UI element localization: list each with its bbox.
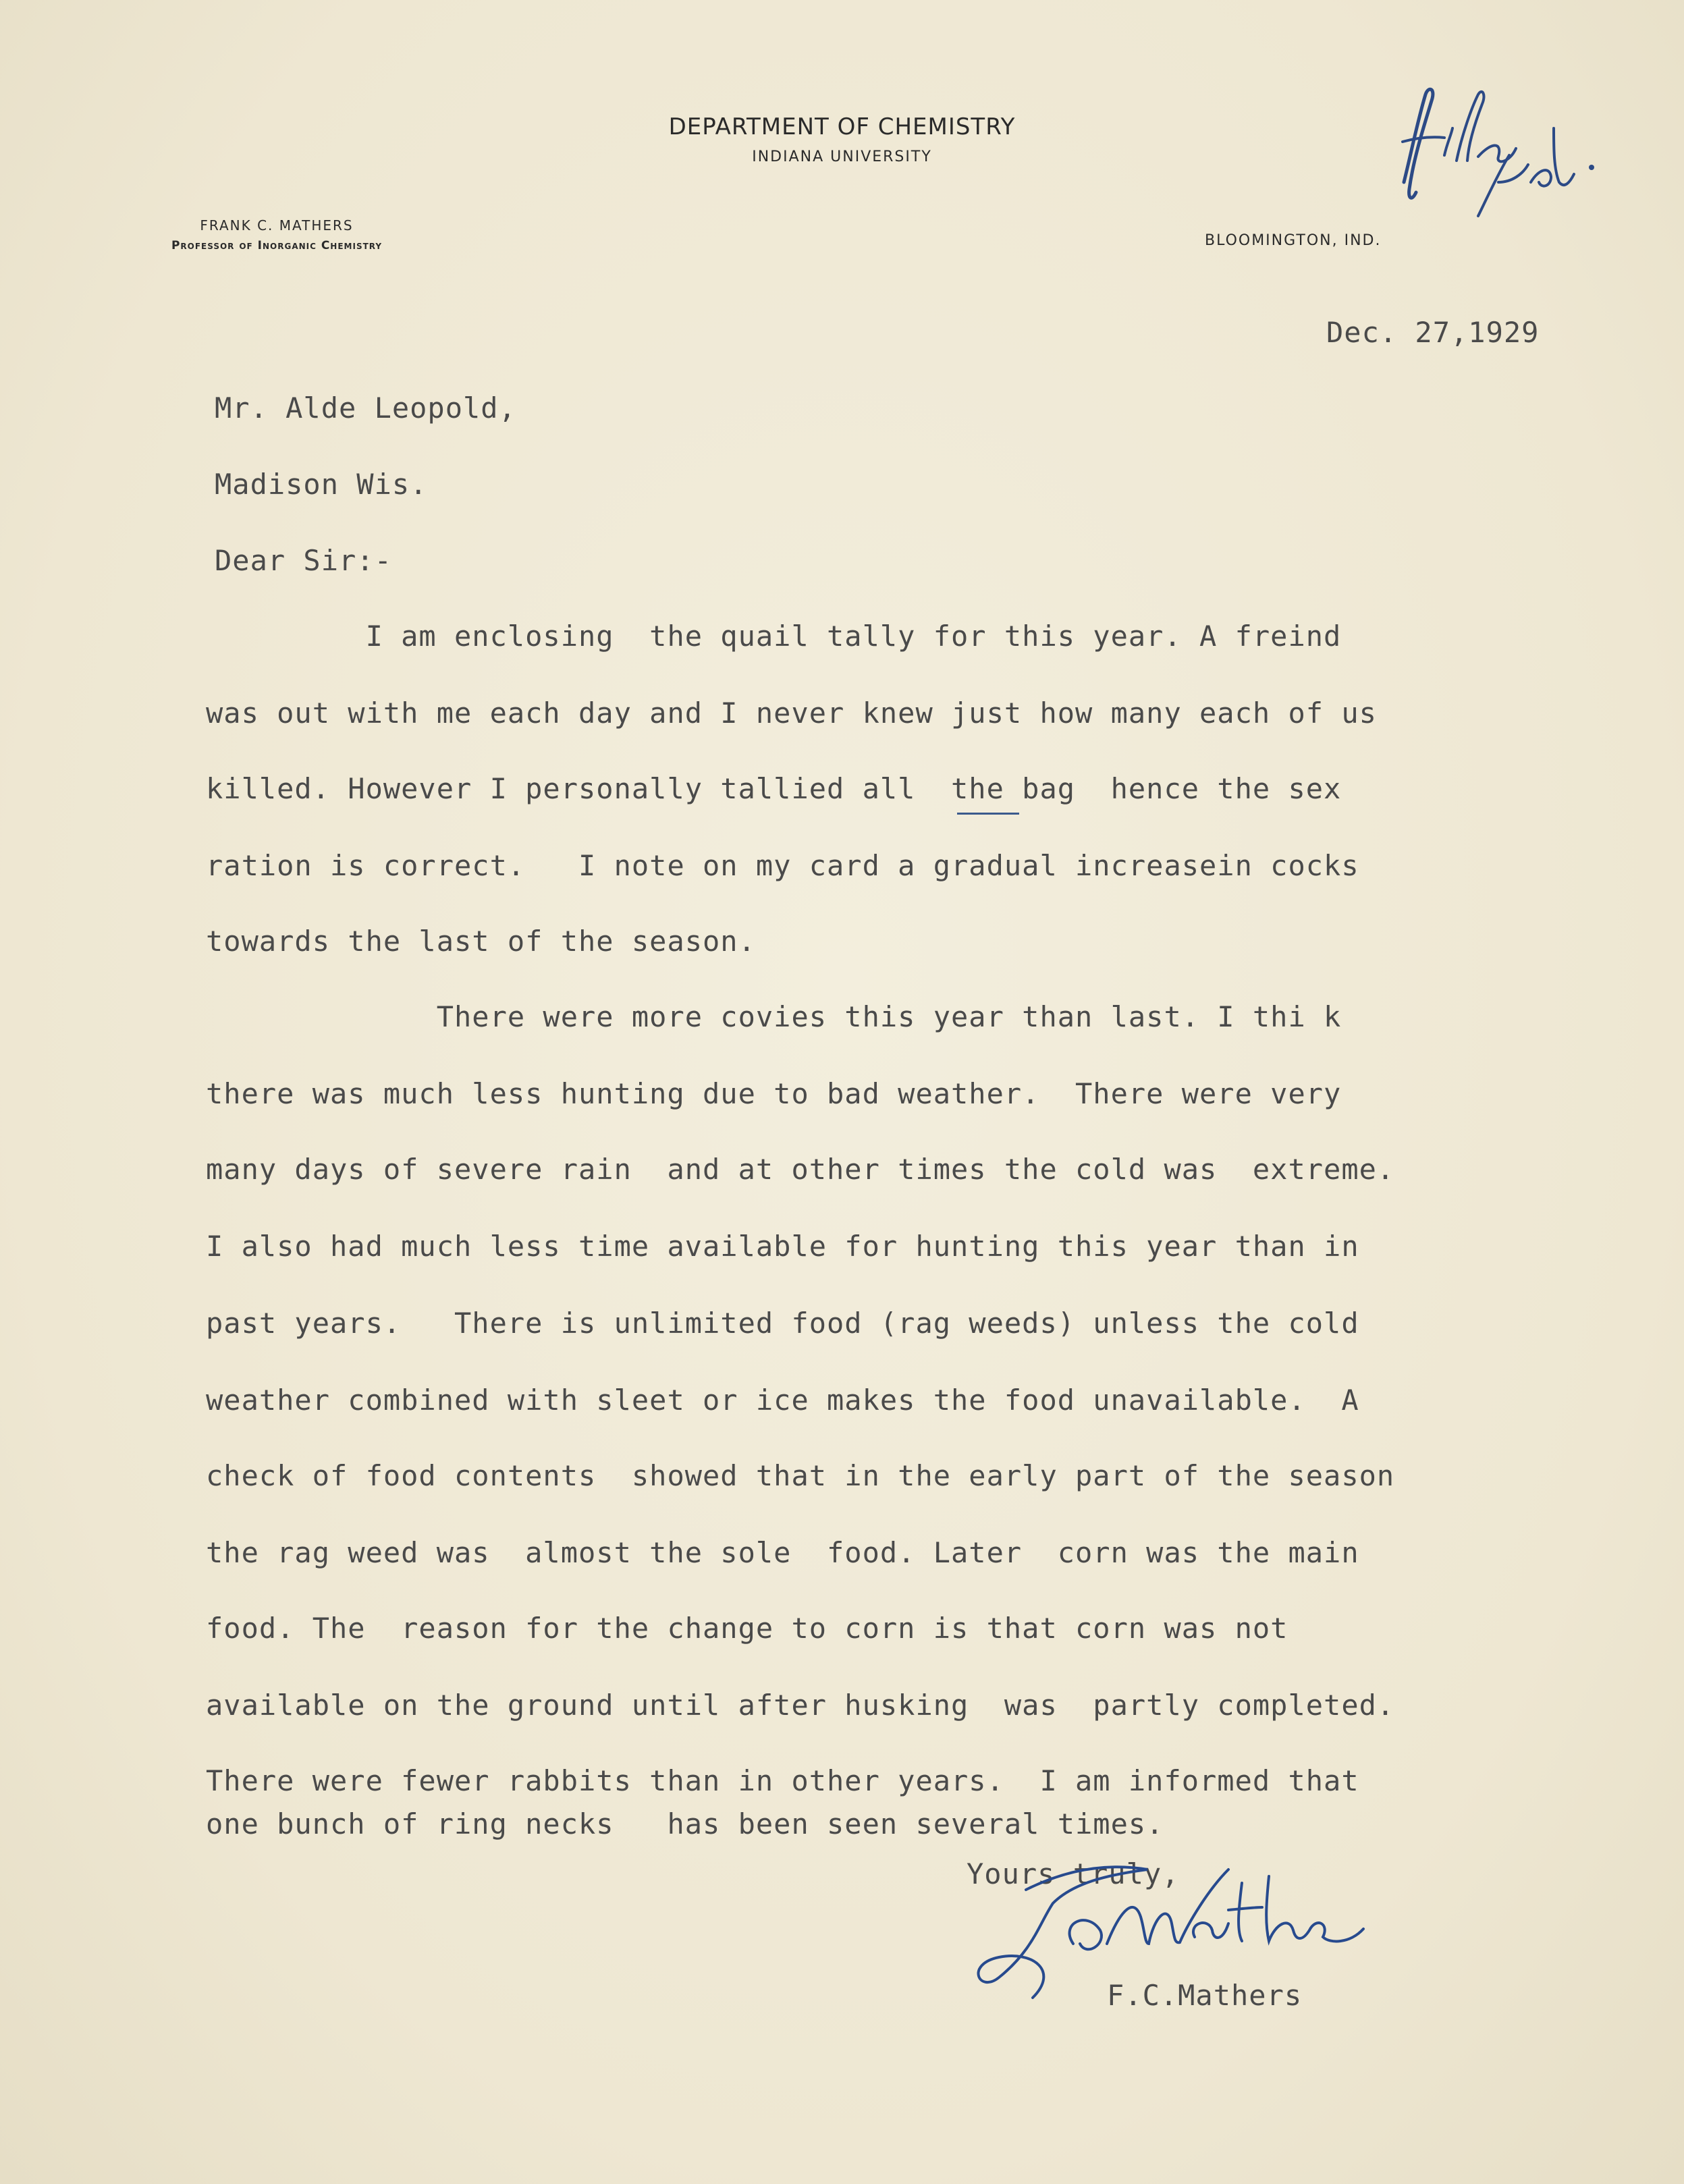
body-line: food. The reason for the change to corn is that corn was not xyxy=(206,1612,1288,1645)
handwritten-underline xyxy=(957,813,1019,815)
body-line: There were more covies this year than last. I thi k xyxy=(206,1000,1342,1033)
recipient-location: Madison Wis. xyxy=(215,468,428,501)
body-line: one bunch of ring necks has been seen several times. xyxy=(206,1807,1164,1840)
closing: Yours truly, xyxy=(967,1857,1180,1890)
body-line: was out with me each day and I never knew just how many each of us xyxy=(206,697,1377,730)
letterhead-department: DEPARTMENT OF CHEMISTRY xyxy=(668,113,1016,140)
letterhead-author xyxy=(101,217,452,252)
body-line: towards the last of the season. xyxy=(206,925,756,958)
body-line: past years. There is unlimited food (rag weeds) unless the cold xyxy=(206,1307,1359,1340)
body-line: many days of severe rain and at other times the cold was extreme. xyxy=(206,1153,1395,1186)
author-title: Professor of Inorganic Chemistry xyxy=(171,239,383,252)
author-name: FRANK C. MATHERS xyxy=(200,217,354,234)
body-line: ration is correct. I note on my card a gradual increasein cocks xyxy=(206,849,1359,882)
body-line: I am enclosing the quail tally for this year. A freind xyxy=(206,620,1342,653)
body-line: there was much less hunting due to bad weather. There were very xyxy=(206,1077,1342,1110)
body-line: weather combined with sleet or ice makes the food unavailable. A xyxy=(206,1384,1359,1417)
signed-name: F.C.Mathers xyxy=(1107,1979,1303,2012)
letterhead-location: BLOOMINGTON, IND. xyxy=(1205,232,1382,249)
body-line: available on the ground until after husking was partly completed. xyxy=(206,1689,1395,1722)
letterhead-university: INDIANA UNIVERSITY xyxy=(752,148,932,165)
body-line: There were fewer rabbits than in other years. I am informed that xyxy=(206,1764,1359,1797)
recipient-name: Mr. Alde Leopold, xyxy=(215,391,516,425)
salutation: Dear Sir:- xyxy=(215,544,392,577)
body-line: check of food contents showed that in the early part of the season xyxy=(206,1459,1395,1492)
body-line: I also had much less time available for hunting this year than in xyxy=(206,1230,1359,1263)
body-line: killed. However I personally tallied all the bag hence the sex xyxy=(206,772,1342,805)
body-line: the rag weed was almost the sole food. Later corn was the main xyxy=(206,1536,1359,1569)
handwritten-file-note xyxy=(1377,81,1606,223)
letter-date: Dec. 27,1929 xyxy=(1326,316,1540,349)
